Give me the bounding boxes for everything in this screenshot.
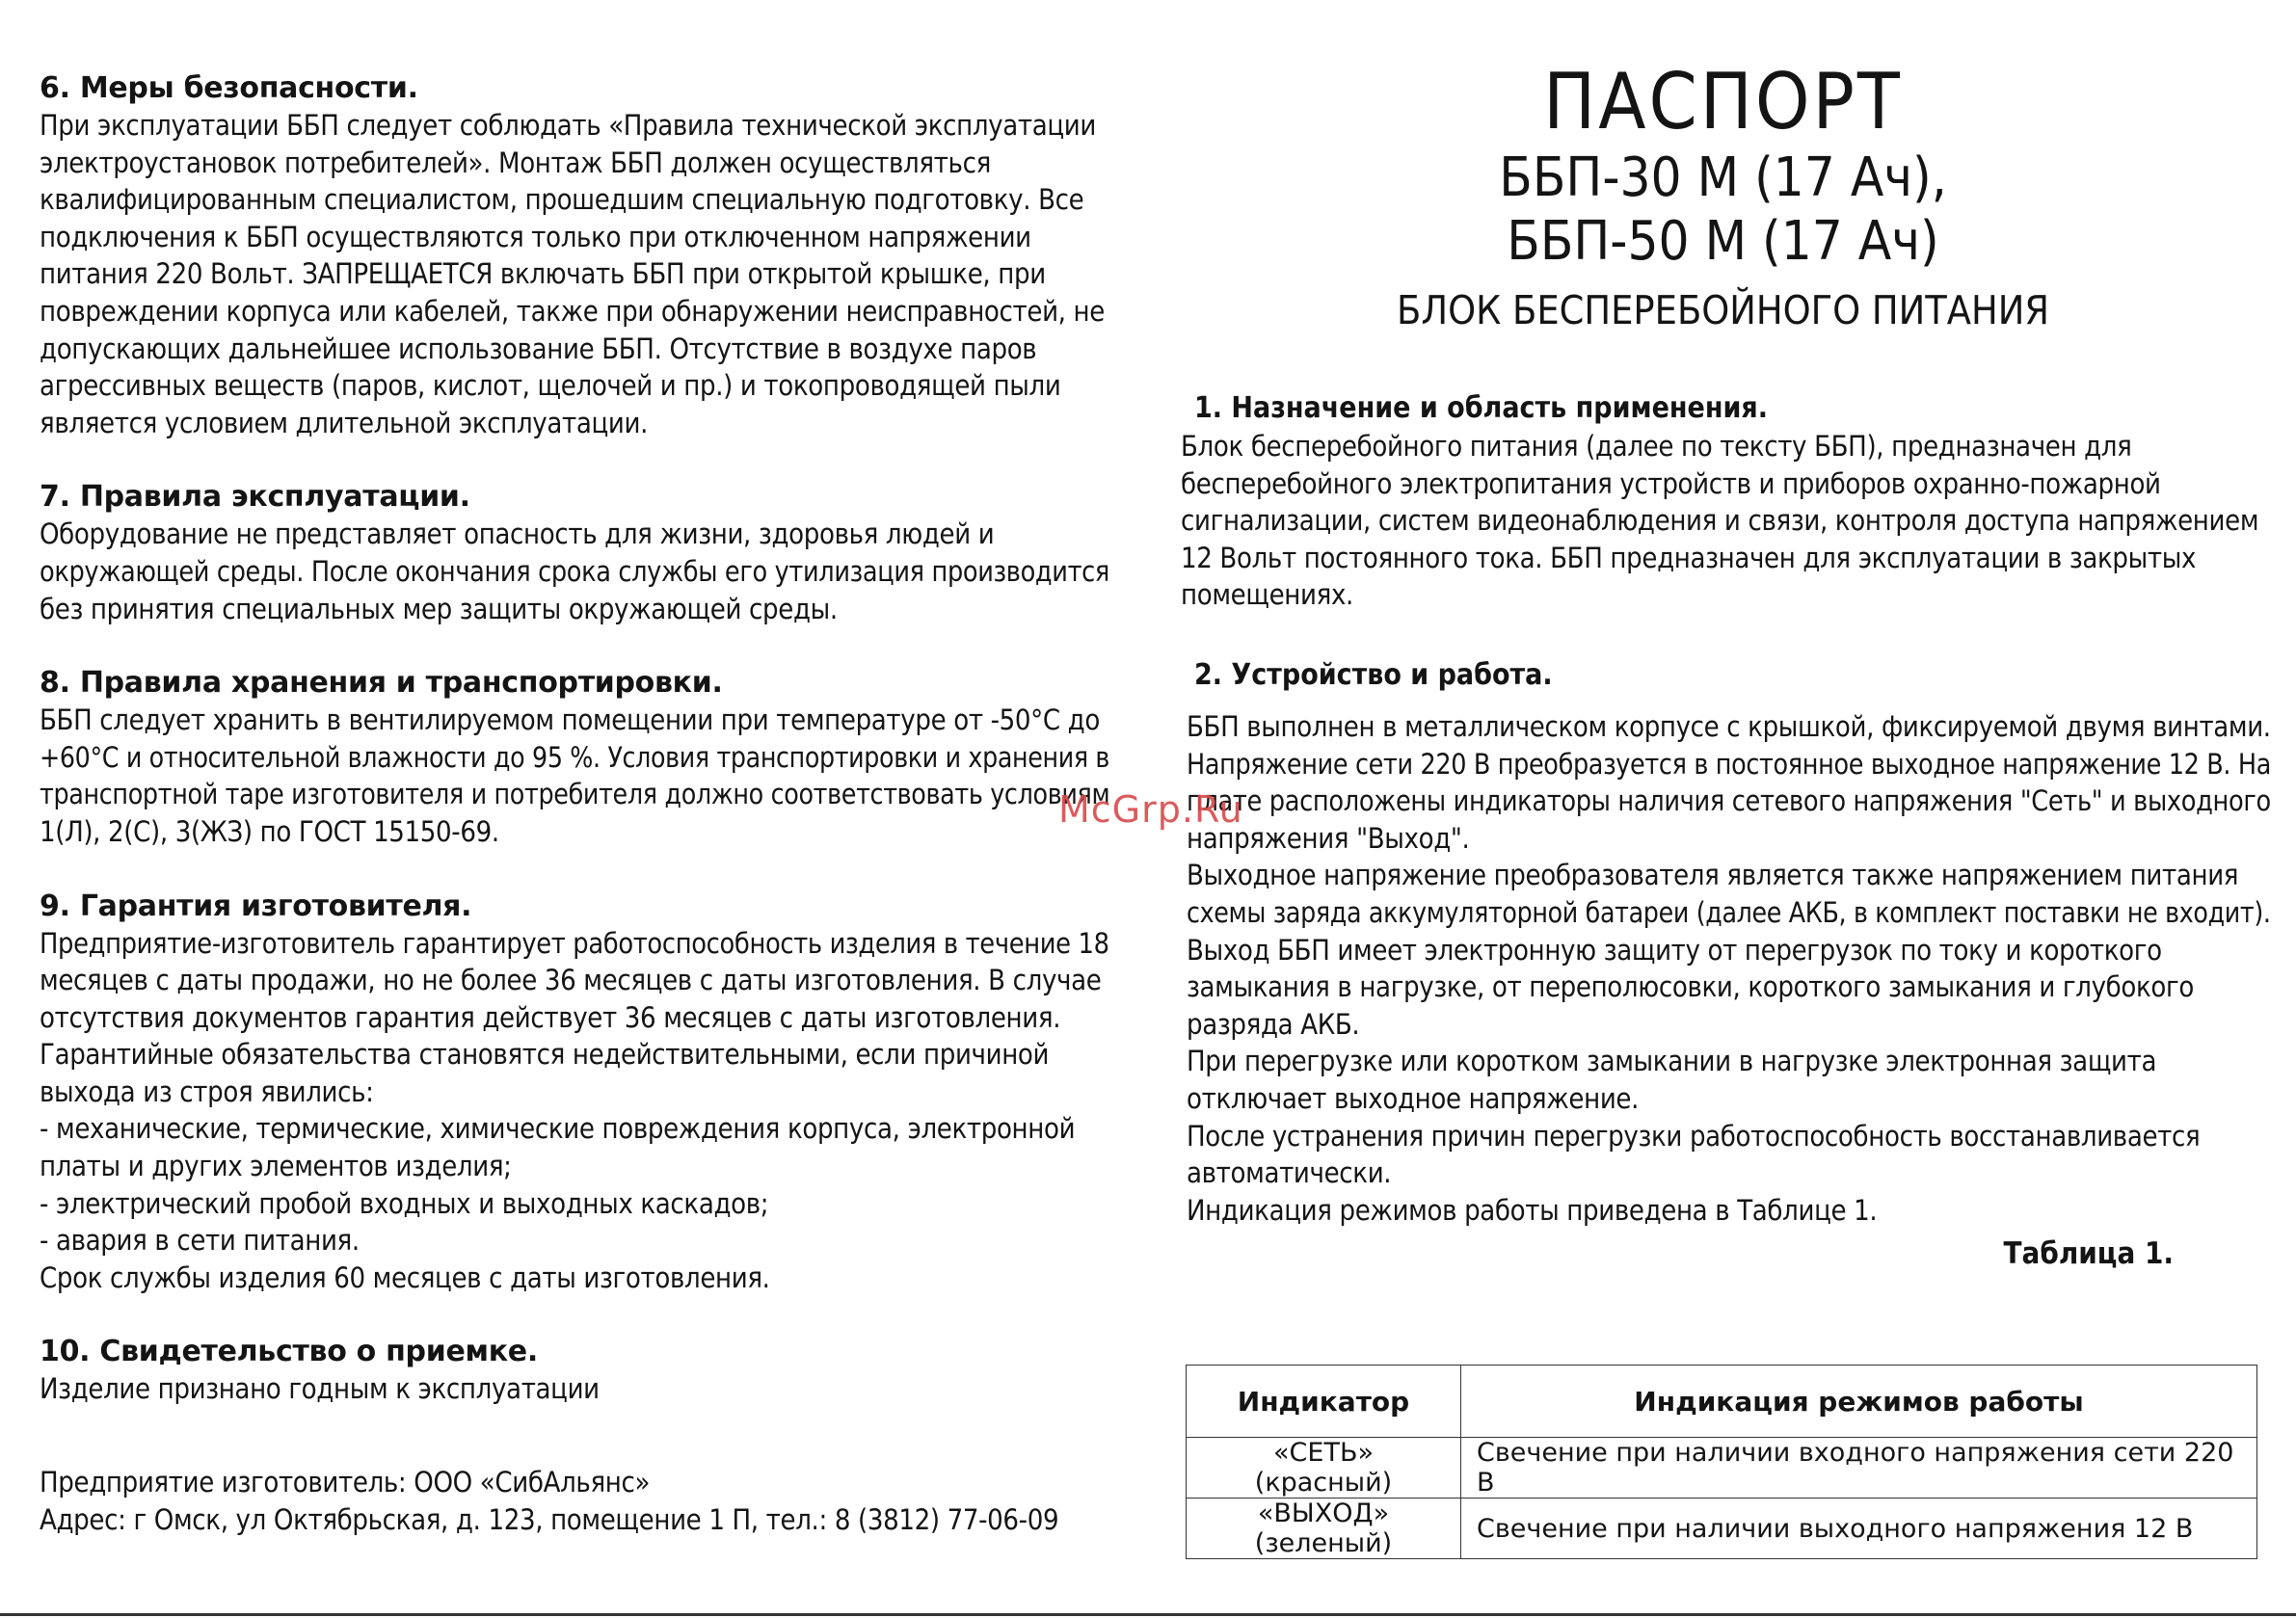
- text-line: ББП выполнен в металлическом корпусе с крышкой, фиксируемой двумя винтами.: [1187, 709, 2271, 743]
- text-line: 12 Вольт постоянного тока. ББП предназначен для эксплуатации в закрытых: [1181, 541, 2197, 574]
- section-8-text: [40, 702, 1109, 850]
- text-line: электроустановок потребителей». Монтаж ББП должен осуществляться: [40, 146, 991, 179]
- text-line: платы и других элементов изделия;: [40, 1150, 512, 1183]
- indication-table: [1186, 1365, 2257, 1559]
- model-line-2: ББП-50 М (17 Ач): [1507, 210, 1939, 273]
- text-line: Срок службы изделия 60 месяцев с даты изготовления.: [40, 1260, 770, 1294]
- section-2-title: 2. Устройство и работа.: [1194, 657, 1553, 692]
- text-line: Индикация режимов работы приведена в Таблице 1.: [1187, 1193, 1878, 1227]
- manufacturer-text: Предприятие изготовитель: ООО «СибАльянс»: [40, 1466, 651, 1499]
- left-column: [40, 69, 1109, 1538]
- text-line: - авария в сети питания.: [40, 1224, 360, 1258]
- text-line: После устранения причин перегрузки работоспособность восстанавливается: [1187, 1119, 2201, 1153]
- title-block: [1181, 58, 2265, 337]
- text-line: Блок бесперебойного питания (далее по тексту ББП), предназначен для: [1181, 430, 2132, 463]
- model-line-1: ББП-30 М (17 Ач),: [1499, 146, 1947, 209]
- text-line: выхода из строя явились:: [40, 1074, 374, 1108]
- right-column: [1181, 57, 2272, 1273]
- table-caption: Таблица 1.: [2003, 1236, 2174, 1272]
- table-row: [1187, 1499, 2257, 1559]
- text-line: плате расположены индикаторы наличия сетевого напряжения "Сеть" и выходного: [1187, 784, 2271, 818]
- table-cell: Свечение при наличии выходного напряжения 12 В: [1461, 1499, 2257, 1559]
- section-6-text: [40, 107, 1109, 441]
- text-line: месяцев с даты продажи, но не более 36 месяцев с даты изготовления. В случае: [40, 964, 1102, 997]
- text-line: окружающей среды. После окончания срока службы его утилизация производится: [40, 554, 1109, 588]
- section-6-title: 6. Меры безопасности.: [40, 71, 418, 105]
- text-line: сигнализации, систем видеонаблюдения и связи, контроля доступа напряжением: [1181, 504, 2259, 538]
- text-line: является условием длительной эксплуатации.: [40, 406, 649, 439]
- text-line: При перегрузке или коротком замыкании в нагрузке электронная защита: [1187, 1045, 2157, 1078]
- document-title: ПАСПОРТ: [1543, 57, 1903, 146]
- table-cell: Свечение при наличии входного напряжения сети 220 В: [1461, 1438, 2257, 1499]
- section-7-text: [40, 516, 1109, 627]
- text-line: 1(Л), 2(С), 3(ЖЗ) по ГОСТ 15150-69.: [40, 814, 499, 848]
- watermark: McGrp.Ru: [1058, 788, 1243, 831]
- text-line: бесперебойного электропитания устройств и приборов охранно-пожарной: [1181, 466, 2161, 500]
- table-header-modes: Индикация режимов работы: [1461, 1366, 2257, 1438]
- section-2-text: [1181, 708, 2272, 1229]
- text-line: Напряжение сети 220 В преобразуется в постоянное выходное напряжение 12 В. На: [1187, 747, 2272, 781]
- section-10-title: 10. Свидетельство о приемке.: [40, 1335, 538, 1369]
- section-8-title: 8. Правила хранения и транспортировки.: [40, 666, 723, 701]
- text-line: Оборудование не представляет опасность для жизни, здоровья людей и: [40, 517, 995, 551]
- page-bottom-border: [0, 1613, 2296, 1616]
- section-7-title: 7. Правила эксплуатации.: [40, 480, 470, 515]
- text-line: - электрический пробой входных и выходных каскадов;: [40, 1186, 769, 1220]
- section-9-text: [40, 925, 1109, 1297]
- text-line: квалифицированным специалистом, прошедшим специальную подготовку. Все: [40, 183, 1084, 217]
- section-1-text: [1181, 428, 2265, 614]
- text-line: ББП следует хранить в вентилируемом помещении при температуре от -50°С до: [40, 703, 1100, 737]
- text-line: агрессивных веществ (паров, кислот, щелочей и пр.) и токопроводящей пыли: [40, 369, 1061, 403]
- address-text: Адрес: г Омск, ул Октябрьская, д. 123, помещение 1 П, тел.: 8 (3812) 77-06-09: [40, 1502, 1059, 1536]
- text-line: без принятия специальных мер защиты окружающей среды.: [40, 592, 838, 625]
- text-line: - механические, термические, химические повреждения корпуса, электронной: [40, 1112, 1076, 1146]
- table-header-row: [1187, 1366, 2257, 1438]
- section-9-title: 9. Гарантия изготовителя.: [40, 889, 472, 923]
- text-line: допускающих дальнейшее использование ББП. Отсутствие в воздухе паров: [40, 332, 1037, 365]
- text-line: отключает выходное напряжение.: [1187, 1081, 1640, 1115]
- text-line: транспортной таре изготовителя и потребителя должно соответствовать условиям: [40, 778, 1110, 811]
- section-1-title: 1. Назначение и область применения.: [1194, 391, 1768, 425]
- text-line: Гарантийные обязательства становятся недействительными, если причиной: [40, 1038, 1050, 1072]
- text-line: разряда АКБ.: [1187, 1007, 1360, 1041]
- text-line: напряжения "Выход".: [1187, 821, 1470, 855]
- text-line: Предприятие-изготовитель гарантирует работоспособность изделия в течение 18: [40, 926, 1109, 960]
- text-line: Выход ББП имеет электронную защиту от перегрузок по току и короткого: [1187, 933, 2162, 967]
- text-line: отсутствия документов гарантия действует 36 месяцев с даты изготовления.: [40, 1000, 1061, 1034]
- text-line: При эксплуатации ББП следует соблюдать «Правила технической эксплуатации: [40, 109, 1096, 142]
- text-line: автоматически.: [1187, 1156, 1392, 1190]
- text-line: Выходное напряжение преобразователя является также напряжением питания: [1187, 859, 2239, 892]
- text-line: схемы заряда аккумуляторной батареи (далее АКБ, в комплект поставки не входит).: [1187, 895, 2271, 929]
- text-line: питания 220 Вольт. ЗАПРЕЩАЕТСЯ включать ББП при открытой крышке, при: [40, 257, 1046, 291]
- text-line: помещениях.: [1181, 578, 1353, 612]
- text-line: замыкания в нагрузке, от переполюсовки, короткого замыкания и глубокого: [1187, 970, 2194, 1004]
- acceptance-text: Изделие признано годным к эксплуатации: [40, 1372, 600, 1406]
- text-line: +60°С и относительной влажности до 95 %. Условия транспортировки и хранения в: [40, 740, 1110, 774]
- text-line: подключения к ББП осуществляются только при отключенном напряжении: [40, 220, 1031, 253]
- table-row: [1187, 1438, 2257, 1499]
- table-header-indicator: Индикатор: [1187, 1366, 1461, 1438]
- table-cell: «ВЫХОД» (зеленый): [1187, 1499, 1461, 1559]
- table-cell: «СЕТЬ» (красный): [1187, 1438, 1461, 1499]
- text-line: повреждении корпуса или кабелей, также при обнаружении неисправностей, не: [40, 294, 1105, 328]
- document-subtitle: БЛОК БЕСПЕРЕБОЙНОГО ПИТАНИЯ: [1397, 287, 2049, 333]
